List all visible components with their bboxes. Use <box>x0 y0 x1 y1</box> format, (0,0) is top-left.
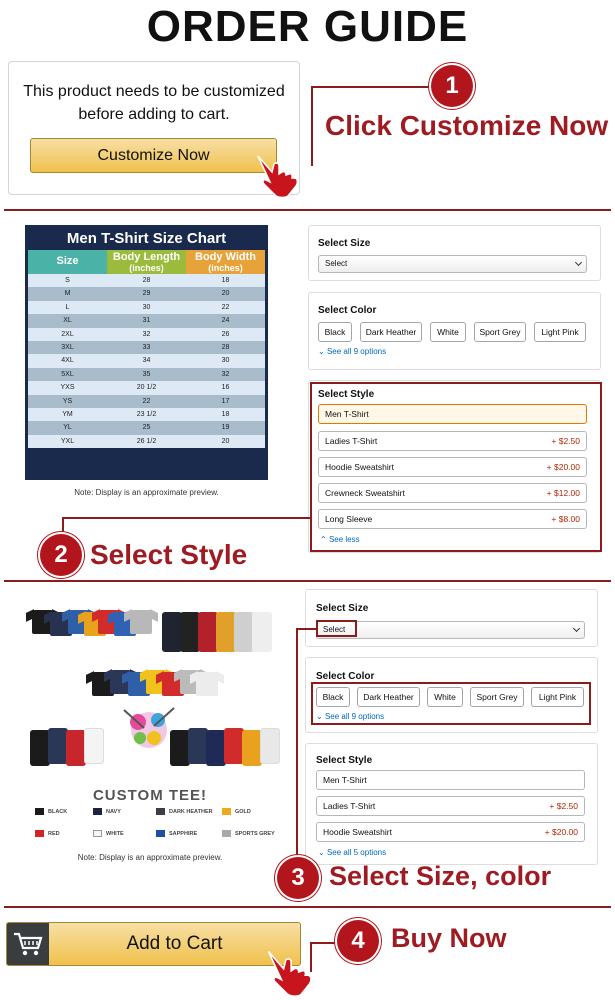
size-select-highlight <box>316 620 357 637</box>
size-chart-cell: YL <box>63 424 72 432</box>
style-option-long-sleeve[interactable]: Long Sleeve + $8.00 <box>318 509 587 529</box>
size-chart-header <box>28 250 265 274</box>
preview-note: Note: Display is an approximate preview. <box>77 853 223 862</box>
see-less-styles-link[interactable]: ⌃ See less <box>320 535 360 544</box>
size-chart-row <box>28 341 265 354</box>
size-chart-row <box>28 368 265 381</box>
size-chart-cell: YM <box>62 410 73 418</box>
chevron-down-icon <box>575 259 582 266</box>
size-chart-cell: 33 <box>142 343 151 351</box>
size-chart-cell: 20 <box>221 437 230 445</box>
color-chip-light-pink[interactable]: Light Pink <box>531 687 584 707</box>
chevron-up-icon: ⌃ <box>320 535 329 544</box>
size-chart-cell: 4XL <box>61 357 74 365</box>
section-divider <box>4 209 611 211</box>
tee-grey-icon <box>130 610 152 634</box>
hoodie-grey-icon <box>234 612 254 652</box>
hand-pointer-icon <box>262 945 316 999</box>
hoodie-navy-icon <box>162 612 182 652</box>
color-chip-dark-heather[interactable]: Dark Heather <box>360 322 422 342</box>
size-chart-cell: 31 <box>142 317 151 325</box>
size-select[interactable]: Select <box>318 255 587 273</box>
style-option-men-tshirt[interactable]: Men T-Shirt <box>318 404 587 424</box>
size-chart-header-length: Body Length (inches) <box>107 250 186 274</box>
size-chart-cell: 3XL <box>61 343 74 351</box>
size-chart-cell: 23 1/2 <box>136 410 157 418</box>
size-chart-row <box>28 274 265 287</box>
step-2-leader-line <box>62 517 310 540</box>
size-chart-row <box>28 328 265 341</box>
size-chart-cell: 26 <box>221 330 230 338</box>
color-chip-black[interactable]: Black <box>316 687 350 707</box>
see-all-styles-link[interactable]: ⌄ See all 5 options <box>318 848 387 857</box>
swatch-label-gold: GOLD <box>235 809 251 815</box>
style-option-crewneck[interactable]: Crewneck Sweatshirt + $12.00 <box>318 483 587 503</box>
step-4-leader-line <box>310 942 340 972</box>
size-chart-title: Men T-Shirt Size Chart <box>66 230 227 247</box>
see-all-colors-link[interactable]: ⌄ See all 9 options <box>316 712 385 721</box>
size-chart-cell: 28 <box>142 277 151 284</box>
step-3-badge: 3 <box>277 857 319 899</box>
longsleeve-black-icon <box>30 730 50 766</box>
swatch-gold <box>222 808 231 815</box>
size-chart-cell: 30 <box>142 303 151 311</box>
size-chart-cell: 29 <box>142 290 151 298</box>
size-chart-row <box>28 287 265 300</box>
swatch-white <box>93 830 102 837</box>
hoodie-red-icon <box>198 612 218 652</box>
longsleeve-red-icon <box>224 728 244 764</box>
size-chart-cell: M <box>64 290 71 298</box>
color-chip-white[interactable]: White <box>427 687 463 707</box>
step-1-label: Click Customize Now <box>325 110 609 141</box>
section-divider <box>4 580 611 582</box>
size-chart-cell: 28 <box>221 343 230 351</box>
style-option-hoodie[interactable]: Hoodie Sweatshirt + $20.00 <box>318 457 587 477</box>
size-chart-cell: 32 <box>221 370 230 378</box>
chevron-down-icon: ⌄ <box>316 712 325 721</box>
longsleeve-white-icon <box>84 728 104 764</box>
longsleeve-navy-icon <box>188 728 208 764</box>
style-option-ladies-tshirt[interactable]: Ladies T-Shirt + $2.50 <box>318 431 587 451</box>
longsleeve-white-icon <box>260 728 280 764</box>
hoodie-black-icon <box>180 612 200 652</box>
section-divider <box>4 906 611 908</box>
size-chart-cell: 34 <box>142 357 151 365</box>
select-color-label: Select Color <box>316 671 375 682</box>
size-chart-cell: 18 <box>221 410 230 418</box>
chevron-down-icon <box>573 625 580 632</box>
size-chart-row <box>28 381 265 394</box>
tee-white-icon <box>196 672 218 696</box>
swatch-dark-heather <box>156 808 165 815</box>
longsleeve-black-icon <box>170 730 190 766</box>
customize-now-button[interactable]: Customize Now <box>30 138 277 173</box>
step-2-label: Select Style <box>90 539 248 570</box>
chevron-down-icon: ⌄ <box>318 347 327 356</box>
size-chart-cell: YS <box>62 397 73 405</box>
step-4-label: Buy Now <box>391 923 507 953</box>
size-chart-cell: 22 <box>142 397 151 405</box>
swatch-label-red: RED <box>48 831 60 837</box>
swatch-label-sapphire: SAPPHIRE <box>169 831 198 837</box>
size-chart-row <box>28 408 265 421</box>
step-1-badge: 1 <box>431 65 473 107</box>
size-chart-row <box>28 354 265 367</box>
custom-tee-title: CUSTOM TEE! <box>92 787 208 804</box>
page-title: ORDER GUIDE <box>146 2 469 51</box>
color-chip-light-pink[interactable]: Light Pink <box>534 322 586 342</box>
size-chart-row <box>28 395 265 408</box>
select-color-label: Select Color <box>318 305 377 316</box>
size-chart-cell: 24 <box>221 317 230 325</box>
step-3-leader-line <box>296 628 316 858</box>
swatch-navy <box>93 808 102 815</box>
style-option-hoodie[interactable]: Hoodie Sweatshirt + $20.00 <box>316 822 585 842</box>
size-chart-row <box>28 314 265 327</box>
select-style-label: Select Style <box>318 389 375 400</box>
step-3-label: Select Size, color <box>329 861 552 891</box>
size-select[interactable]: Select <box>316 621 585 639</box>
size-chart-cell: 18 <box>221 277 230 284</box>
step-2-badge: 2 <box>40 534 82 576</box>
size-chart-cell: 35 <box>142 370 151 378</box>
size-chart-row <box>28 421 265 434</box>
chevron-down-icon: ⌄ <box>318 848 327 857</box>
swatch-label-dark-heather: DARK HEATHER <box>169 809 213 815</box>
see-all-colors-link[interactable]: ⌄ See all 9 options <box>318 347 387 356</box>
size-chart-cell: 17 <box>221 397 230 405</box>
size-chart-cell: 20 <box>221 290 230 298</box>
swatch-label-black: BLACK <box>48 809 68 815</box>
size-chart-cell: 30 <box>221 357 230 365</box>
size-chart-cell: 22 <box>221 303 230 311</box>
size-chart-cell: S <box>65 277 70 284</box>
color-chip-dark-heather[interactable]: Dark Heather <box>357 687 420 707</box>
swatch-label-sports-grey: SPORTS GREY <box>235 831 275 837</box>
custom-tee-collage <box>22 600 282 790</box>
color-chip-black[interactable]: Black <box>318 322 352 342</box>
hoodie-gold-icon <box>216 612 236 652</box>
size-chart-row <box>28 435 265 448</box>
size-chart-cell: 19 <box>221 424 230 432</box>
size-chart-cell: YXS <box>60 384 75 392</box>
size-chart-cell: 20 1/2 <box>136 384 157 392</box>
color-chip-white[interactable]: White <box>430 322 466 342</box>
size-chart-cell: YXL <box>60 437 75 445</box>
size-chart-cell: 2XL <box>61 330 74 338</box>
size-chart-row <box>28 301 265 314</box>
add-to-cart-button[interactable] <box>6 922 301 966</box>
swatch-sports-grey <box>222 830 231 837</box>
swatch-label-navy: NAVY <box>106 809 121 815</box>
size-chart-cell: 26 1/2 <box>136 437 157 445</box>
size-chart-header-size: Size <box>28 250 107 274</box>
color-chip-sport-grey[interactable]: Sport Grey <box>470 687 524 707</box>
cart-icon <box>13 931 43 957</box>
longsleeve-dark-icon <box>206 730 226 766</box>
customize-notice-text: This product needs to be customized before adding to cart. <box>23 83 285 123</box>
size-chart-cell: L <box>65 303 70 311</box>
longsleeve-red-icon <box>66 730 86 766</box>
size-chart-cell: 32 <box>142 330 151 338</box>
hoodie-white-icon <box>252 612 272 652</box>
size-chart-cell: 25 <box>142 424 151 432</box>
select-size-label: Select Size <box>316 603 369 614</box>
hand-pointer-icon <box>252 150 302 200</box>
select-style-label: Select Style <box>316 755 373 766</box>
swatch-sapphire <box>156 830 165 837</box>
preview-note: Note: Display is an approximate preview. <box>74 488 219 497</box>
step-4-badge: 4 <box>337 920 379 962</box>
cart-icon-box <box>7 923 49 965</box>
swatch-red <box>35 830 44 837</box>
swatch-label-white: WHITE <box>106 831 124 837</box>
longsleeve-gold-icon <box>242 730 262 766</box>
size-chart <box>25 225 268 480</box>
size-chart-cell: XL <box>63 317 72 325</box>
color-chip-sport-grey[interactable]: Sport Grey <box>474 322 526 342</box>
style-option-men-tshirt[interactable]: Men T-Shirt <box>316 770 585 790</box>
select-size-label: Select Size <box>318 238 371 249</box>
swatch-black <box>35 808 44 815</box>
size-chart-cell: 5XL <box>61 370 74 378</box>
style-option-ladies-tshirt[interactable]: Ladies T-Shirt + $2.50 <box>316 796 585 816</box>
size-chart-cell: 16 <box>221 384 230 392</box>
longsleeve-navy-icon <box>48 728 68 764</box>
size-chart-header-width: Body Width (inches) <box>186 250 265 274</box>
add-to-cart-label: Add to Cart <box>126 933 223 954</box>
